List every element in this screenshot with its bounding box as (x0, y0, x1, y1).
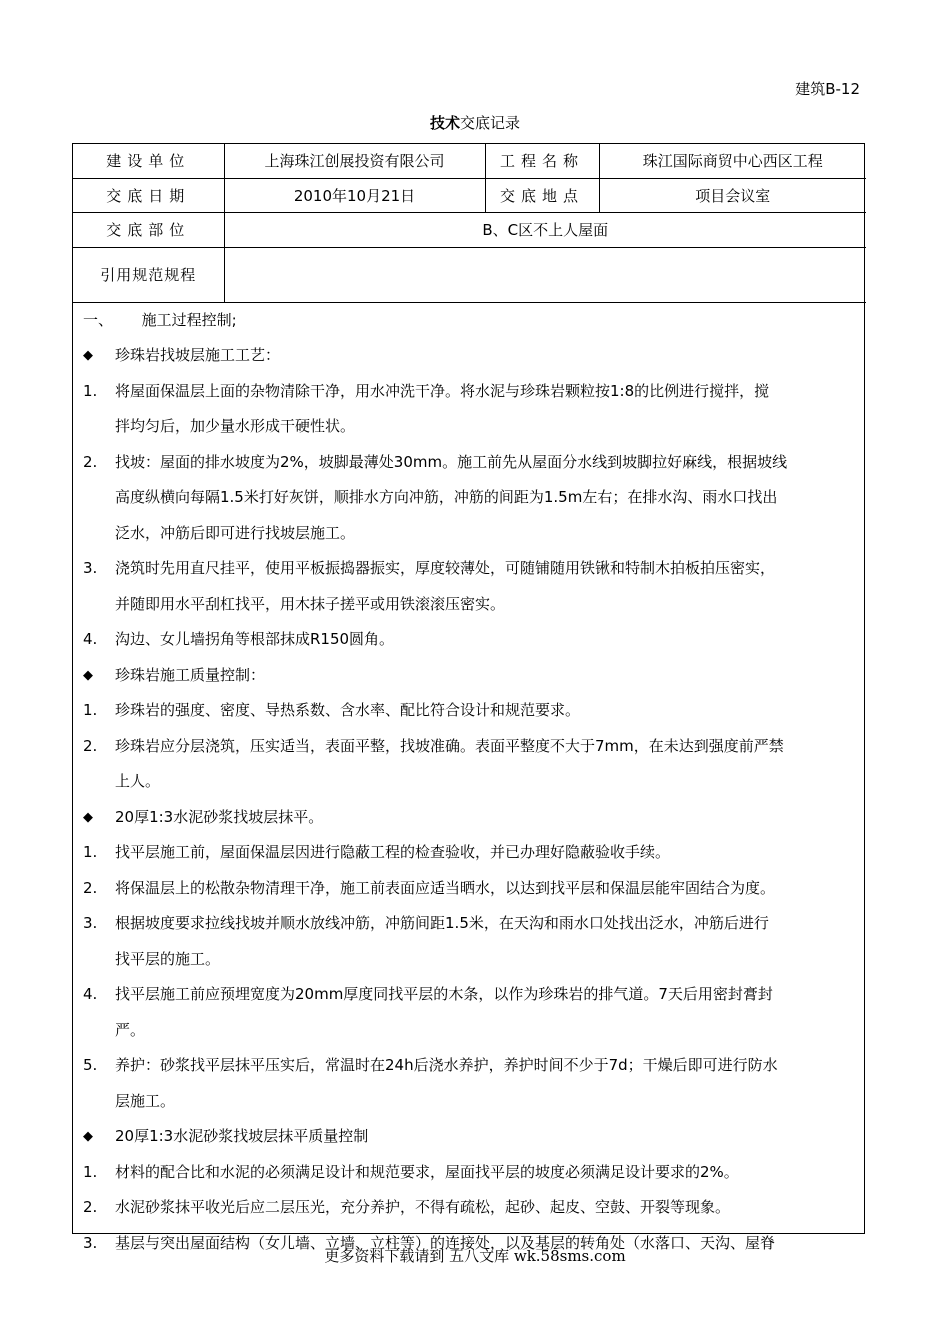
list-item (73, 374, 856, 410)
diamond-bullet-icon: ◆ (83, 809, 93, 825)
part-value: B、C区不上人屋面 (224, 212, 866, 247)
item-number: 4. (83, 985, 98, 1003)
info-table (73, 144, 866, 303)
item-text: 养护：砂浆找平层抹平压实后，常温时在24h后浇水养护，养护时间不少于7d；干燥后即可进行防水 (115, 1056, 778, 1074)
list-item-continuation (73, 516, 856, 552)
item-text: 找平层施工前应预埋宽度为20mm厚度同找平层的木条，以作为珍珠岩的排气道。7天后用密封膏封 (115, 985, 773, 1003)
item-text: 基层与突出屋面结构（女儿墙、立墙、立柱等）的连接处，以及基层的转角处（水落口、天沟、屋脊 (115, 1233, 776, 1252)
list-group-2 (73, 693, 856, 800)
list-item (73, 445, 856, 481)
item-text: 拌均匀后，加少量水形成干硬性状。 (115, 417, 356, 435)
item-text: 层施工。 (115, 1091, 176, 1110)
list-item-continuation (73, 942, 856, 978)
list-item-continuation (73, 1084, 856, 1120)
list-item (73, 1048, 856, 1084)
item-text: 将屋面保温层上面的杂物清除干净，用水冲洗干净。将水泥与珍珠岩颗粒按1:8的比例进行搅拌，搅 (115, 381, 770, 400)
document-code: 建筑B-12 (795, 80, 860, 98)
list-item (73, 906, 856, 942)
place-label: 交底地点 (485, 178, 599, 212)
list-item (73, 622, 856, 658)
item-number: 2. (83, 1198, 98, 1216)
item-text: 材料的配合比和水泥的必须满足设计和规范要求，屋面找平层的坡度必须满足设计要求的2%。 (115, 1162, 739, 1181)
info-row-part (73, 212, 866, 247)
item-number: 5. (83, 1056, 98, 1074)
item-text: 高度纵横向每隔1.5米打好灰饼，顺排水方向冲筋，冲筋的间距为1.5m左右；在排水沟、雨水口找出 (115, 488, 778, 506)
list-item (73, 1155, 856, 1191)
list-item (73, 1190, 856, 1226)
item-number: 3. (83, 559, 98, 577)
item-number: 1. (83, 701, 98, 719)
list-item-continuation (73, 480, 856, 516)
item-text: 找坡：屋面的排水坡度为2%，坡脚最薄处30mm。施工前先从屋面分水线到坡脚拉好麻线，根据坡线 (115, 452, 788, 471)
bullet-heading-3 (73, 800, 856, 836)
document-title (0, 112, 950, 133)
item-number: 3. (83, 1233, 98, 1252)
title-rest-part: 交底记录 (460, 114, 521, 132)
item-number: 4. (83, 630, 98, 648)
bullet-heading-4 (73, 1119, 856, 1155)
unit-label: 建设单位 (73, 144, 224, 178)
diamond-bullet-icon: ◆ (83, 667, 93, 683)
list-item-continuation (73, 409, 856, 445)
item-text: 沟边、女儿墙拐角等根部抹成R150圆角。 (115, 630, 395, 648)
item-text: 水泥砂浆抹平收光后应二层压光，充分养护，不得有疏松，起砂、起皮、空鼓、开裂等现象。 (115, 1198, 731, 1216)
bullet-heading-1 (73, 338, 856, 374)
item-text: 并随即用水平刮杠找平，用木抹子搓平或用铁滚滚压密实。 (115, 594, 506, 613)
spec-value (224, 247, 866, 302)
heading-text: 20厚1:3水泥砂浆找坡层抹平质量控制 (115, 1127, 369, 1145)
list-item (73, 551, 856, 587)
footer-watermark: 更多资料下载请到 五八文库 wk.58sms.com (324, 1247, 626, 1265)
list-item (73, 729, 856, 765)
title-bold-part: 技术 (429, 114, 460, 132)
item-text: 将保温层上的松散杂物清理干净，施工前表面应适当晒水，以达到找平层和保温层能牢固结合为度。 (115, 878, 776, 897)
item-text: 找平层的施工。 (115, 949, 221, 968)
item-text: 珍珠岩的强度、密度、导热系数、含水率、配比符合设计和规范要求。 (115, 701, 581, 719)
heading-text: 珍珠岩找坡层施工工艺： (115, 346, 281, 364)
item-number: 2. (83, 878, 98, 897)
part-label: 交底部位 (73, 212, 224, 247)
project-value: 珠江国际商贸中心西区工程 (599, 144, 866, 178)
list-item (73, 835, 856, 871)
item-text: 泛水，冲筋后即可进行找坡层施工。 (115, 523, 356, 542)
item-number: 1. (83, 843, 98, 861)
section-heading: 一、 施工过程控制; (83, 310, 237, 329)
item-number: 1. (83, 381, 98, 400)
item-text: 根据坡度要求拉线找坡并顺水放线冲筋，冲筋间距1.5米，在天沟和雨水口处找出泛水，冲筋后进行 (115, 914, 769, 932)
diamond-bullet-icon: ◆ (83, 348, 93, 363)
list-item (73, 977, 856, 1013)
list-item-continuation (73, 587, 856, 623)
diamond-bullet-icon: ◆ (83, 1129, 93, 1144)
content-body (73, 303, 864, 1262)
item-number: 3. (83, 914, 98, 932)
list-item-continuation (73, 1013, 856, 1049)
item-text: 浇筑时先用直尺挂平，使用平板振捣器振实，厚度较薄处，可随铺随用铁锹和特制木拍板拍压密实， (115, 559, 776, 577)
place-value: 项目会议室 (599, 178, 866, 212)
bullet-heading-2 (73, 658, 856, 694)
list-item (73, 693, 856, 729)
list-item-continuation (73, 764, 856, 800)
item-text: 珍珠岩应分层浇筑，压实适当，表面平整，找坡准确。表面平整度不大于7mm，在未达到强度前严禁 (115, 736, 784, 755)
info-row-date (73, 178, 866, 212)
heading-text: 20厚1:3水泥砂浆找坡层抹平。 (115, 807, 324, 826)
item-number: 2. (83, 452, 98, 471)
spec-label: 引用规范规程 (73, 247, 224, 302)
list-item (73, 871, 856, 907)
unit-value: 上海珠江创展投资有限公司 (224, 144, 485, 178)
project-label: 工程名称 (485, 144, 599, 178)
date-value: 2010年10月21日 (224, 178, 485, 212)
record-frame (72, 143, 865, 1252)
heading-text: 珍珠岩施工质量控制： (115, 665, 266, 684)
date-label: 交底日期 (73, 178, 224, 212)
item-number: 2. (83, 736, 98, 755)
info-row-spec (73, 247, 866, 302)
info-row-unit (73, 144, 866, 178)
item-text: 找平层施工前，屋面保温层因进行隐蔽工程的检查验收，并已办理好隐蔽验收手续。 (115, 843, 671, 861)
item-text: 严。 (115, 1020, 146, 1039)
item-number: 1. (83, 1162, 98, 1181)
item-text: 上人。 (115, 772, 161, 790)
list-group-1 (73, 374, 856, 658)
list-group-3 (73, 835, 856, 1119)
